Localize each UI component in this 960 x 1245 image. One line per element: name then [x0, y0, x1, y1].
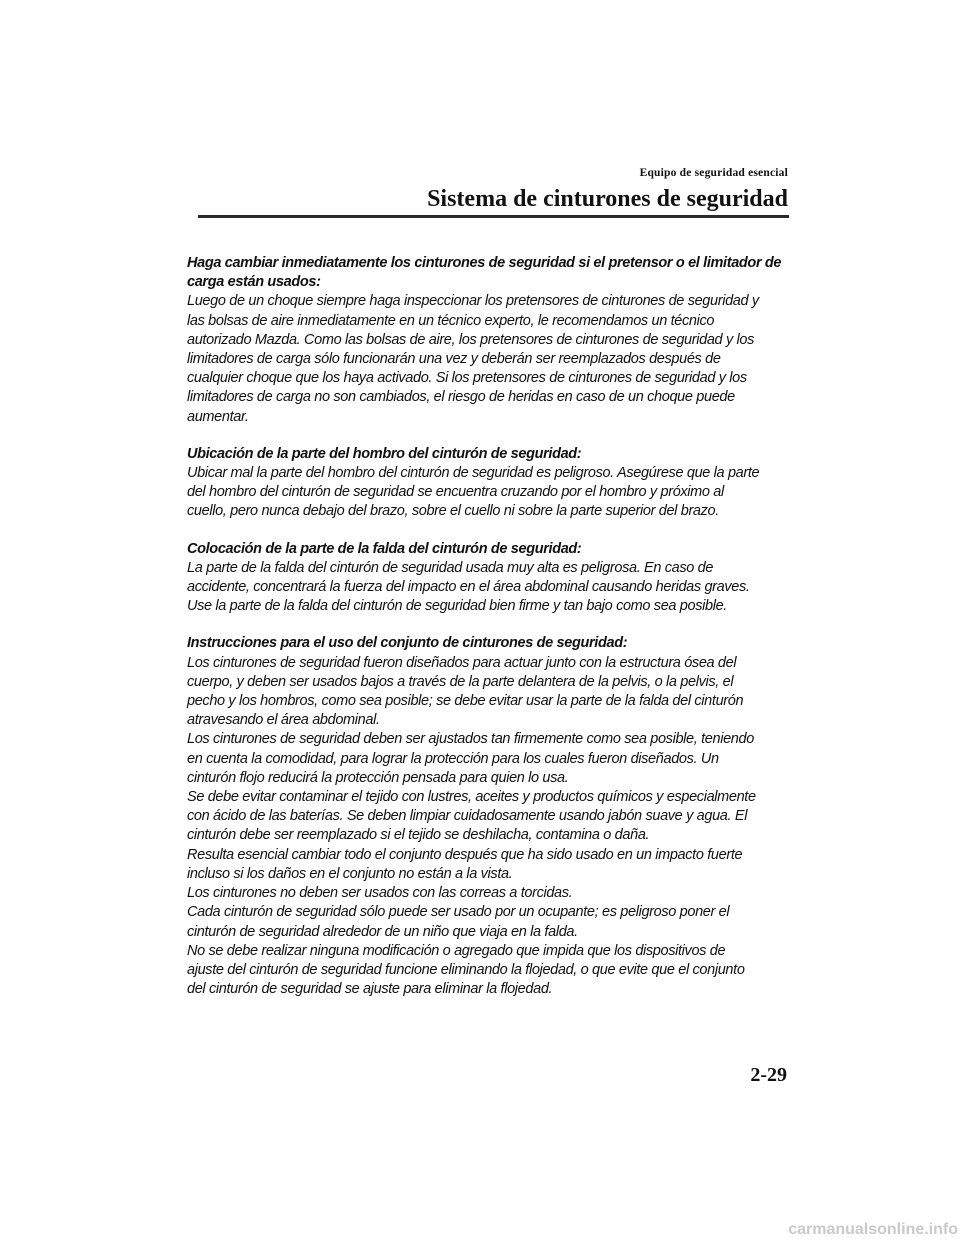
paragraph-line: atravesando el área abdominal.: [187, 712, 380, 729]
paragraph-line: Se debe evitar contaminar el tejido con lustres, aceites y productos químicos y especialmente: [187, 789, 756, 806]
paragraph-line: con ácido de las baterías. Se deben limpiar cuidadosamente usando jabón suave y agua. El: [187, 808, 748, 825]
section-heading: [187, 254, 791, 292]
paragraph-line: accidente, concentrará la fuerza del impacto en el área abdominal causando heridas graves.: [187, 579, 750, 596]
running-header: [196, 166, 788, 214]
paragraph-line: aumentar.: [187, 408, 249, 425]
watermark: carmanualsonline.info: [788, 1221, 958, 1238]
heading-line: Instrucciones para el uso del conjunto de cinturones de seguridad:: [187, 635, 628, 652]
paragraph-line: en cuenta la comodidad, para lograr la protección para los cuales fueron diseñados. Un: [187, 750, 719, 767]
paragraph-line: La parte de la falda del cinturón de seguridad usada muy alta es peligrosa. En caso de: [187, 559, 714, 576]
section-heading: [187, 445, 791, 464]
chapter-label: Equipo de seguridad esencial: [639, 167, 788, 179]
section-title: Sistema de cinturones de seguridad: [427, 186, 788, 212]
section-usage-instructions: [187, 634, 791, 999]
paragraph-line: cinturón de seguridad alrededor de un niño que viaja en la falda.: [187, 923, 578, 940]
paragraph-line: Use la parte de la falda del cinturón de seguridad bien firme y tan bajo como sea posible.: [187, 598, 727, 615]
paragraph-line: cualquier choque que los haya activado. Si los pretensores de cinturones de seguridad y los: [187, 370, 747, 387]
paragraph-line: del hombro del cinturón de seguridad se encuentra cruzando por el hombro y próximo al: [187, 484, 724, 501]
paragraph-line: limitadores de carga sólo funcionarán una vez y deberán ser reemplazados después de: [187, 351, 721, 368]
paragraph-line: Luego de un choque siempre haga inspeccionar los pretensores de cinturones de seguridad y: [187, 293, 759, 310]
page-number: 2-29: [750, 1064, 787, 1086]
page-body: [187, 254, 791, 1017]
paragraph-line: Cada cinturón de seguridad sólo puede ser usado por un ocupante; es peligroso poner el: [187, 904, 730, 921]
paragraph-line: No se debe realizar ninguna modificación o agregado que impida que los dispositivos de: [187, 942, 726, 959]
paragraph-line: cinturón debe ser reemplazado si el tejido se deshilacha, contamina o daña.: [187, 827, 650, 844]
section-shoulder-belt-position: [187, 445, 791, 522]
section-heading: [187, 634, 791, 653]
paragraph-line: cuerpo, y deben ser usados bajos a través de la parte delantera de la pelvis, o la pelvis, el: [187, 673, 734, 690]
heading-line: carga están usados:: [187, 274, 321, 291]
section-pretensor-replacement: [187, 254, 791, 427]
paragraph-line: Resulta esencial cambiar todo el conjunto después que ha sido usado en un impacto fuerte: [187, 846, 743, 863]
heading-line: Haga cambiar inmediatamente los cinturones de seguridad si el pretensor o el limitador de: [187, 255, 782, 271]
paragraph-line: ajuste del cinturón de seguridad funcione eliminando la flojedad, o que evite que el conjunto: [187, 961, 745, 978]
paragraph-line: del cinturón de seguridad se ajuste para eliminar la flojedad.: [187, 981, 553, 998]
paragraph-line: cuello, pero nunca debajo del brazo, sobre el cuello ni sobre la parte superior del brazo.: [187, 503, 719, 520]
header-divider: [198, 215, 789, 218]
paragraph-line: Los cinturones de seguridad deben ser ajustados tan firmemente como sea posible, teniendo: [187, 731, 754, 748]
paragraph-line: Ubicar mal la parte del hombro del cinturón de seguridad es peligroso. Asegúrese que la parte: [187, 465, 760, 482]
paragraph-line: autorizado Mazda. Como las bolsas de aire, los pretensores de cinturones de seguridad y los: [187, 331, 755, 348]
paragraph-line: incluso si los daños en el conjunto no están a la vista.: [187, 865, 513, 882]
paragraph-line: pecho y los hombros, como sea posible; se debe evitar usar la parte de la falda del cinturón: [187, 693, 744, 710]
paragraph-line: limitadores de carga no son cambiados, el riesgo de heridas en caso de un choque puede: [187, 389, 735, 406]
heading-line: Ubicación de la parte del hombro del cinturón de seguridad:: [187, 445, 582, 462]
paragraph-line: Los cinturones de seguridad fueron diseñados para actuar junto con la estructura ósea del: [187, 654, 737, 671]
paragraph-line: Los cinturones no deben ser usados con las correas a torcidas.: [187, 885, 573, 902]
heading-line: Colocación de la parte de la falda del cinturón de seguridad:: [187, 540, 582, 557]
paragraph-line: las bolsas de aire inmediatamente en un técnico experto, le recomendamos un técnico: [187, 312, 715, 329]
section-lap-belt-position: [187, 540, 791, 617]
section-heading: [187, 540, 791, 559]
paragraph-line: cinturón flojo reducirá la protección pensada para quien lo usa.: [187, 769, 569, 786]
